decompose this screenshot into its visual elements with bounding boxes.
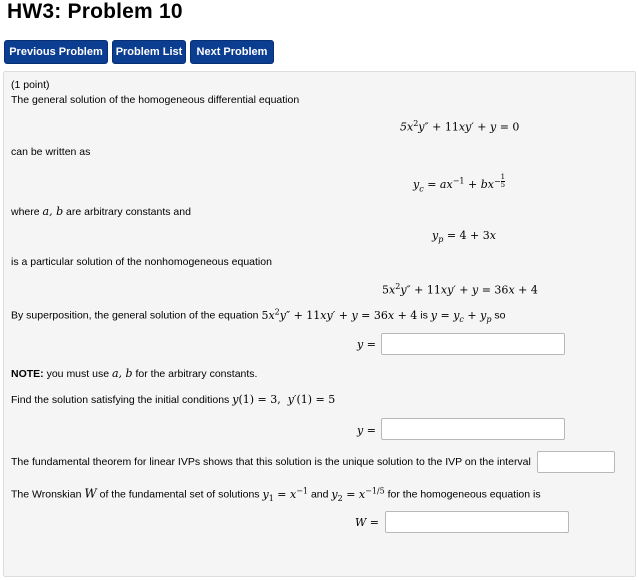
particular-solution-equation: $y_p = 4 + 3x$ <box>432 229 496 245</box>
answer4-label: W = <box>355 516 380 529</box>
general-solution-input[interactable] <box>381 333 565 355</box>
nonhomogeneous-equation: $5x^2y'' + 11xy' + y = 36x + 4$ <box>382 282 538 297</box>
problem-intro-text: The general solution of the homogeneous differential equation <box>11 94 300 106</box>
points-label: (1 point) <box>11 79 50 91</box>
complementary-solution-equation: $y_c = ax^{-1} + bx^{- \frac{1}{5}}$ <box>413 173 506 194</box>
wronskian-text: The Wronskian W of the fundamental set of solutions $y_1 = x^{-1}$ and $y_2 = x^{-1/5}$ for the homogeneous equation is <box>11 486 541 503</box>
homogeneous-equation: $5x^2y'' + 11xy' + y = 0$ <box>400 119 520 134</box>
note-text: NOTE: you must use a, b for the arbitrary constants. <box>11 367 258 380</box>
nonhomogeneous-text: is a particular solution of the nonhomogeneous equation <box>11 256 272 268</box>
initial-conditions-text: Find the solution satisfying the initial conditions y(1) = 3, y′(1) = 5 <box>11 393 336 406</box>
interval-input[interactable] <box>537 451 615 473</box>
previous-problem-button[interactable]: Previous Problem <box>4 40 108 64</box>
page-title: HW3: Problem 10 <box>7 0 183 23</box>
problem-list-button[interactable]: Problem List <box>112 40 186 64</box>
next-problem-button[interactable]: Next Problem <box>190 40 274 64</box>
answer1-label: y = <box>357 338 376 351</box>
constants-text: where a, b are arbitrary constants and <box>11 205 191 218</box>
superposition-text: By superposition, the general solution of the equation $5x^2y'' + 11xy' + y = 36x + 4$ is $y = y_c + y_p$ so <box>11 307 506 324</box>
written-as-text: can be written as <box>11 146 91 158</box>
answer2-label: y = <box>357 424 376 437</box>
ivp-solution-input[interactable] <box>381 418 565 440</box>
theorem-text: The fundamental theorem for linear IVPs shows that this solution is the unique solution to the IVP on the interval <box>11 456 531 468</box>
wronskian-input[interactable] <box>385 511 569 533</box>
